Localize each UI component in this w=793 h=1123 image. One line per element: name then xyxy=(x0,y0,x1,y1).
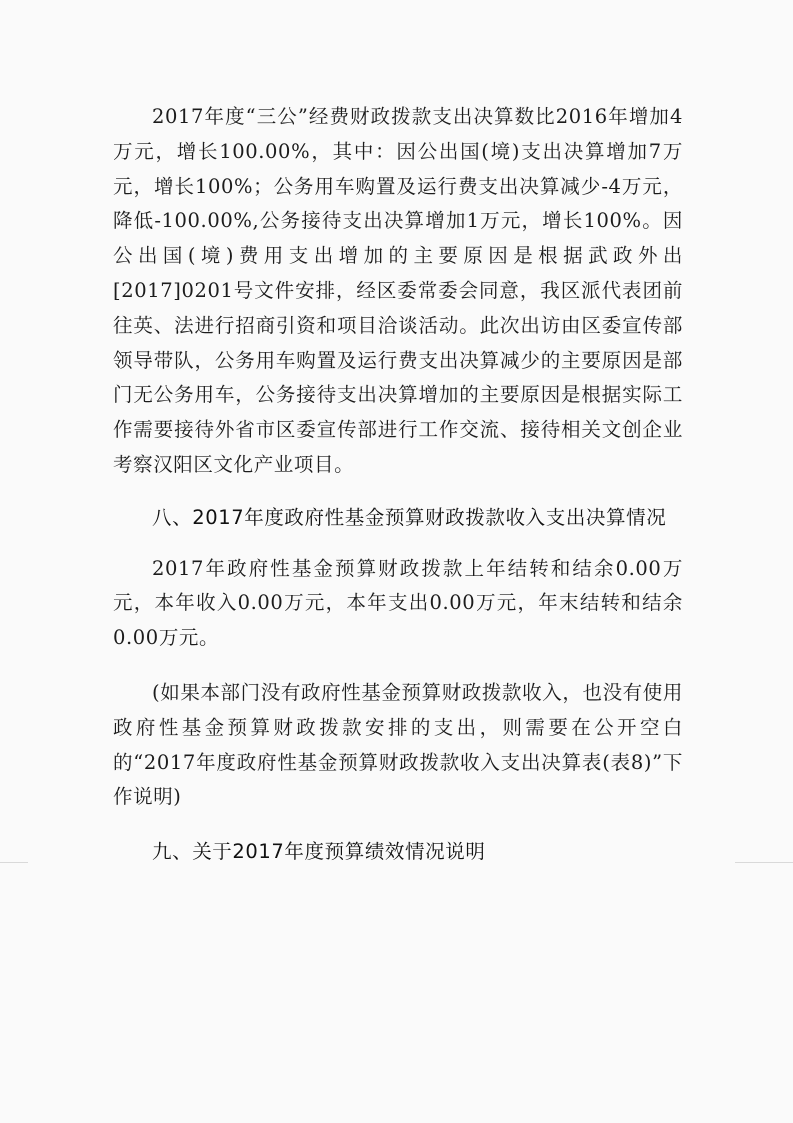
document-body xyxy=(113,100,683,870)
section-heading-8: 八、2017年度政府性基金预算财政拨款收入支出决算情况 xyxy=(152,505,667,529)
section-heading-9: 九、关于2017年度预算绩效情况说明 xyxy=(152,840,486,864)
scan-artifact-line xyxy=(0,862,28,863)
government-fund-paragraph: 2017年政府性基金预算财政拨款上年结转和结余0.00万元，本年收入0.00万元，本年支出0.00万元，年末结转和结余0.00万元。 xyxy=(113,556,683,650)
scan-artifact-line xyxy=(735,862,793,863)
three-public-expenses-paragraph: 2017年度“三公”经费财政拨款支出决算数比2016年增加4万元，增长100.00%，其中：因公出国(境)支出决算增加7万元，增长100%；公务用车购置及运行费支出决算减少-4万元，降低-100.00%,公务接待支出决算增加1万元，增长100%。因公出国(境)费用支出增加的主要原因是根据武政外出[2017]0201号文件安排，经区委常委会同意，我区派代表团前往英、法进行招商引资和项目洽谈活动。此次出访由区委宣传部领导带队，公务用车购置及运行费支出决算减少的主要原因是部门无公务用车，公务接待支出决算增加的主要原因是根据实际工作需要接待外省市区委宣传部进行工作交流、接待相关文创企业考察汉阳区文化产业项目。 xyxy=(113,105,683,476)
government-fund-note-paragraph: (如果本部门没有政府性基金预算财政拨款收入，也没有使用政府性基金预算财政拨款安排的支出，则需要在公开空白的“2017年度政府性基金预算财政拨款收入支出决算表(表8)”下作说明) xyxy=(113,680,683,809)
